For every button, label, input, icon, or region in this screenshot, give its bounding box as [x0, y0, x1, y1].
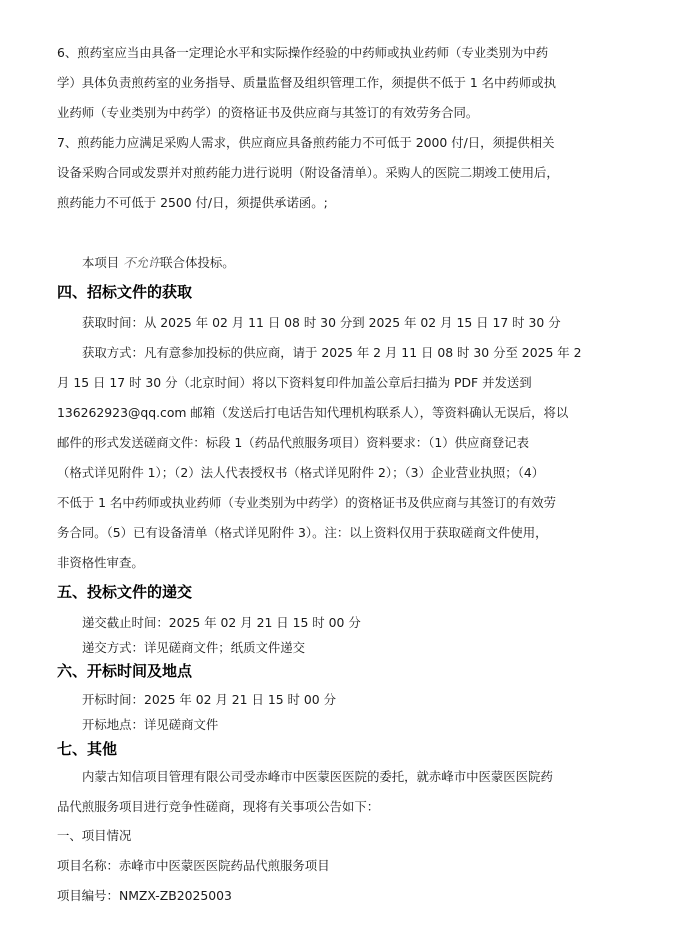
consortium-after: 联合体投标。	[160, 255, 235, 270]
subsection-project-info: 一、项目情况	[57, 828, 132, 843]
open-time: 开标时间：2025 年 02 月 21 日 15 时 00 分	[82, 692, 336, 707]
get-method-line-8: 非资格性审查。	[57, 555, 144, 570]
heading-section-4: 四、招标文件的获取	[57, 283, 193, 301]
clause-7-line-2: 设备采购合同或发票并对煎药能力进行说明（附设备清单）。采购人的医院二期竣工使用后，	[57, 165, 559, 180]
clause-6-line-2: 学）具体负责煎药室的业务指导、质量监督及组织管理工作，须提供不低于 1 名中药师或执	[57, 75, 556, 90]
get-time: 获取时间：从 2025 年 02 月 11 日 08 时 30 分到 2025 年 02 月 15 日 17 时 30 分	[82, 315, 561, 330]
consortium-emphasis: 不允许	[123, 255, 161, 270]
other-line-1: 内蒙古知信项目管理有限公司受赤峰市中医蒙医医院的委托，就赤峰市中医蒙医医院药	[82, 769, 553, 784]
clause-7-line-1: 7、煎药能力应满足采购人需求，供应商应具备煎药能力不可低于 2000 付/日，须提供相关	[57, 135, 555, 150]
heading-section-5: 五、投标文件的递交	[57, 583, 193, 601]
open-place: 开标地点：详见磋商文件	[82, 717, 219, 732]
get-method-line-4: 邮件的形式发送磋商文件：标段 1（药品代煎服务项目）资料要求：（1）供应商登记表	[57, 435, 529, 450]
clause-6-line-3: 业药师（专业类别为中药学）的资格证书及供应商与其签订的有效劳务合同。	[57, 105, 479, 120]
project-name: 项目名称：赤峰市中医蒙医医院药品代煎服务项目	[57, 858, 330, 873]
get-method-line-3: 136262923@qq.com 邮箱（发送后打电话告知代理机构联系人），等资料确认无误后，将以	[57, 405, 569, 420]
get-method-line-1: 获取方式：凡有意参加投标的供应商，请于 2025 年 2 月 11 日 08 时 30 分至 2025 年 2	[82, 345, 582, 360]
other-line-2: 品代煎服务项目进行竞争性磋商，现将有关事项公告如下：	[57, 799, 380, 814]
submit-deadline: 递交截止时间：2025 年 02 月 21 日 15 时 00 分	[82, 615, 361, 630]
consortium-before: 本项目	[82, 255, 120, 270]
get-method-line-5: （格式详见附件 1）；（2）法人代表授权书（格式详见附件 2）；（3）企业营业执照；（4）	[57, 465, 545, 480]
get-method-line-7: 务合同。（5）已有设备清单（格式详见附件 3）。注：以上资料仅用于获取磋商文件使用，	[57, 525, 548, 540]
heading-section-7: 七、其他	[57, 740, 118, 758]
submit-method: 递交方式：详见磋商文件；纸质文件递交	[82, 640, 306, 655]
get-method-line-2: 月 15 日 17 时 30 分（北京时间）将以下资料复印件加盖公章后扫描为 PDF 并发送到	[57, 375, 532, 390]
clause-7-line-3: 煎药能力不可低于 2500 付/日，须提供承诺函。;	[57, 195, 328, 210]
project-number: 项目编号：NMZX-ZB2025003	[57, 888, 232, 903]
clause-6-line-1: 6、煎药室应当由具备一定理论水平和实际操作经验的中药师或执业药师（专业类别为中药	[57, 45, 549, 60]
get-method-line-6: 不低于 1 名中药师或执业药师（专业类别为中药学）的资格证书及供应商与其签订的有效劳	[57, 495, 556, 510]
heading-section-6: 六、开标时间及地点	[57, 662, 193, 680]
consortium-statement	[82, 253, 235, 271]
